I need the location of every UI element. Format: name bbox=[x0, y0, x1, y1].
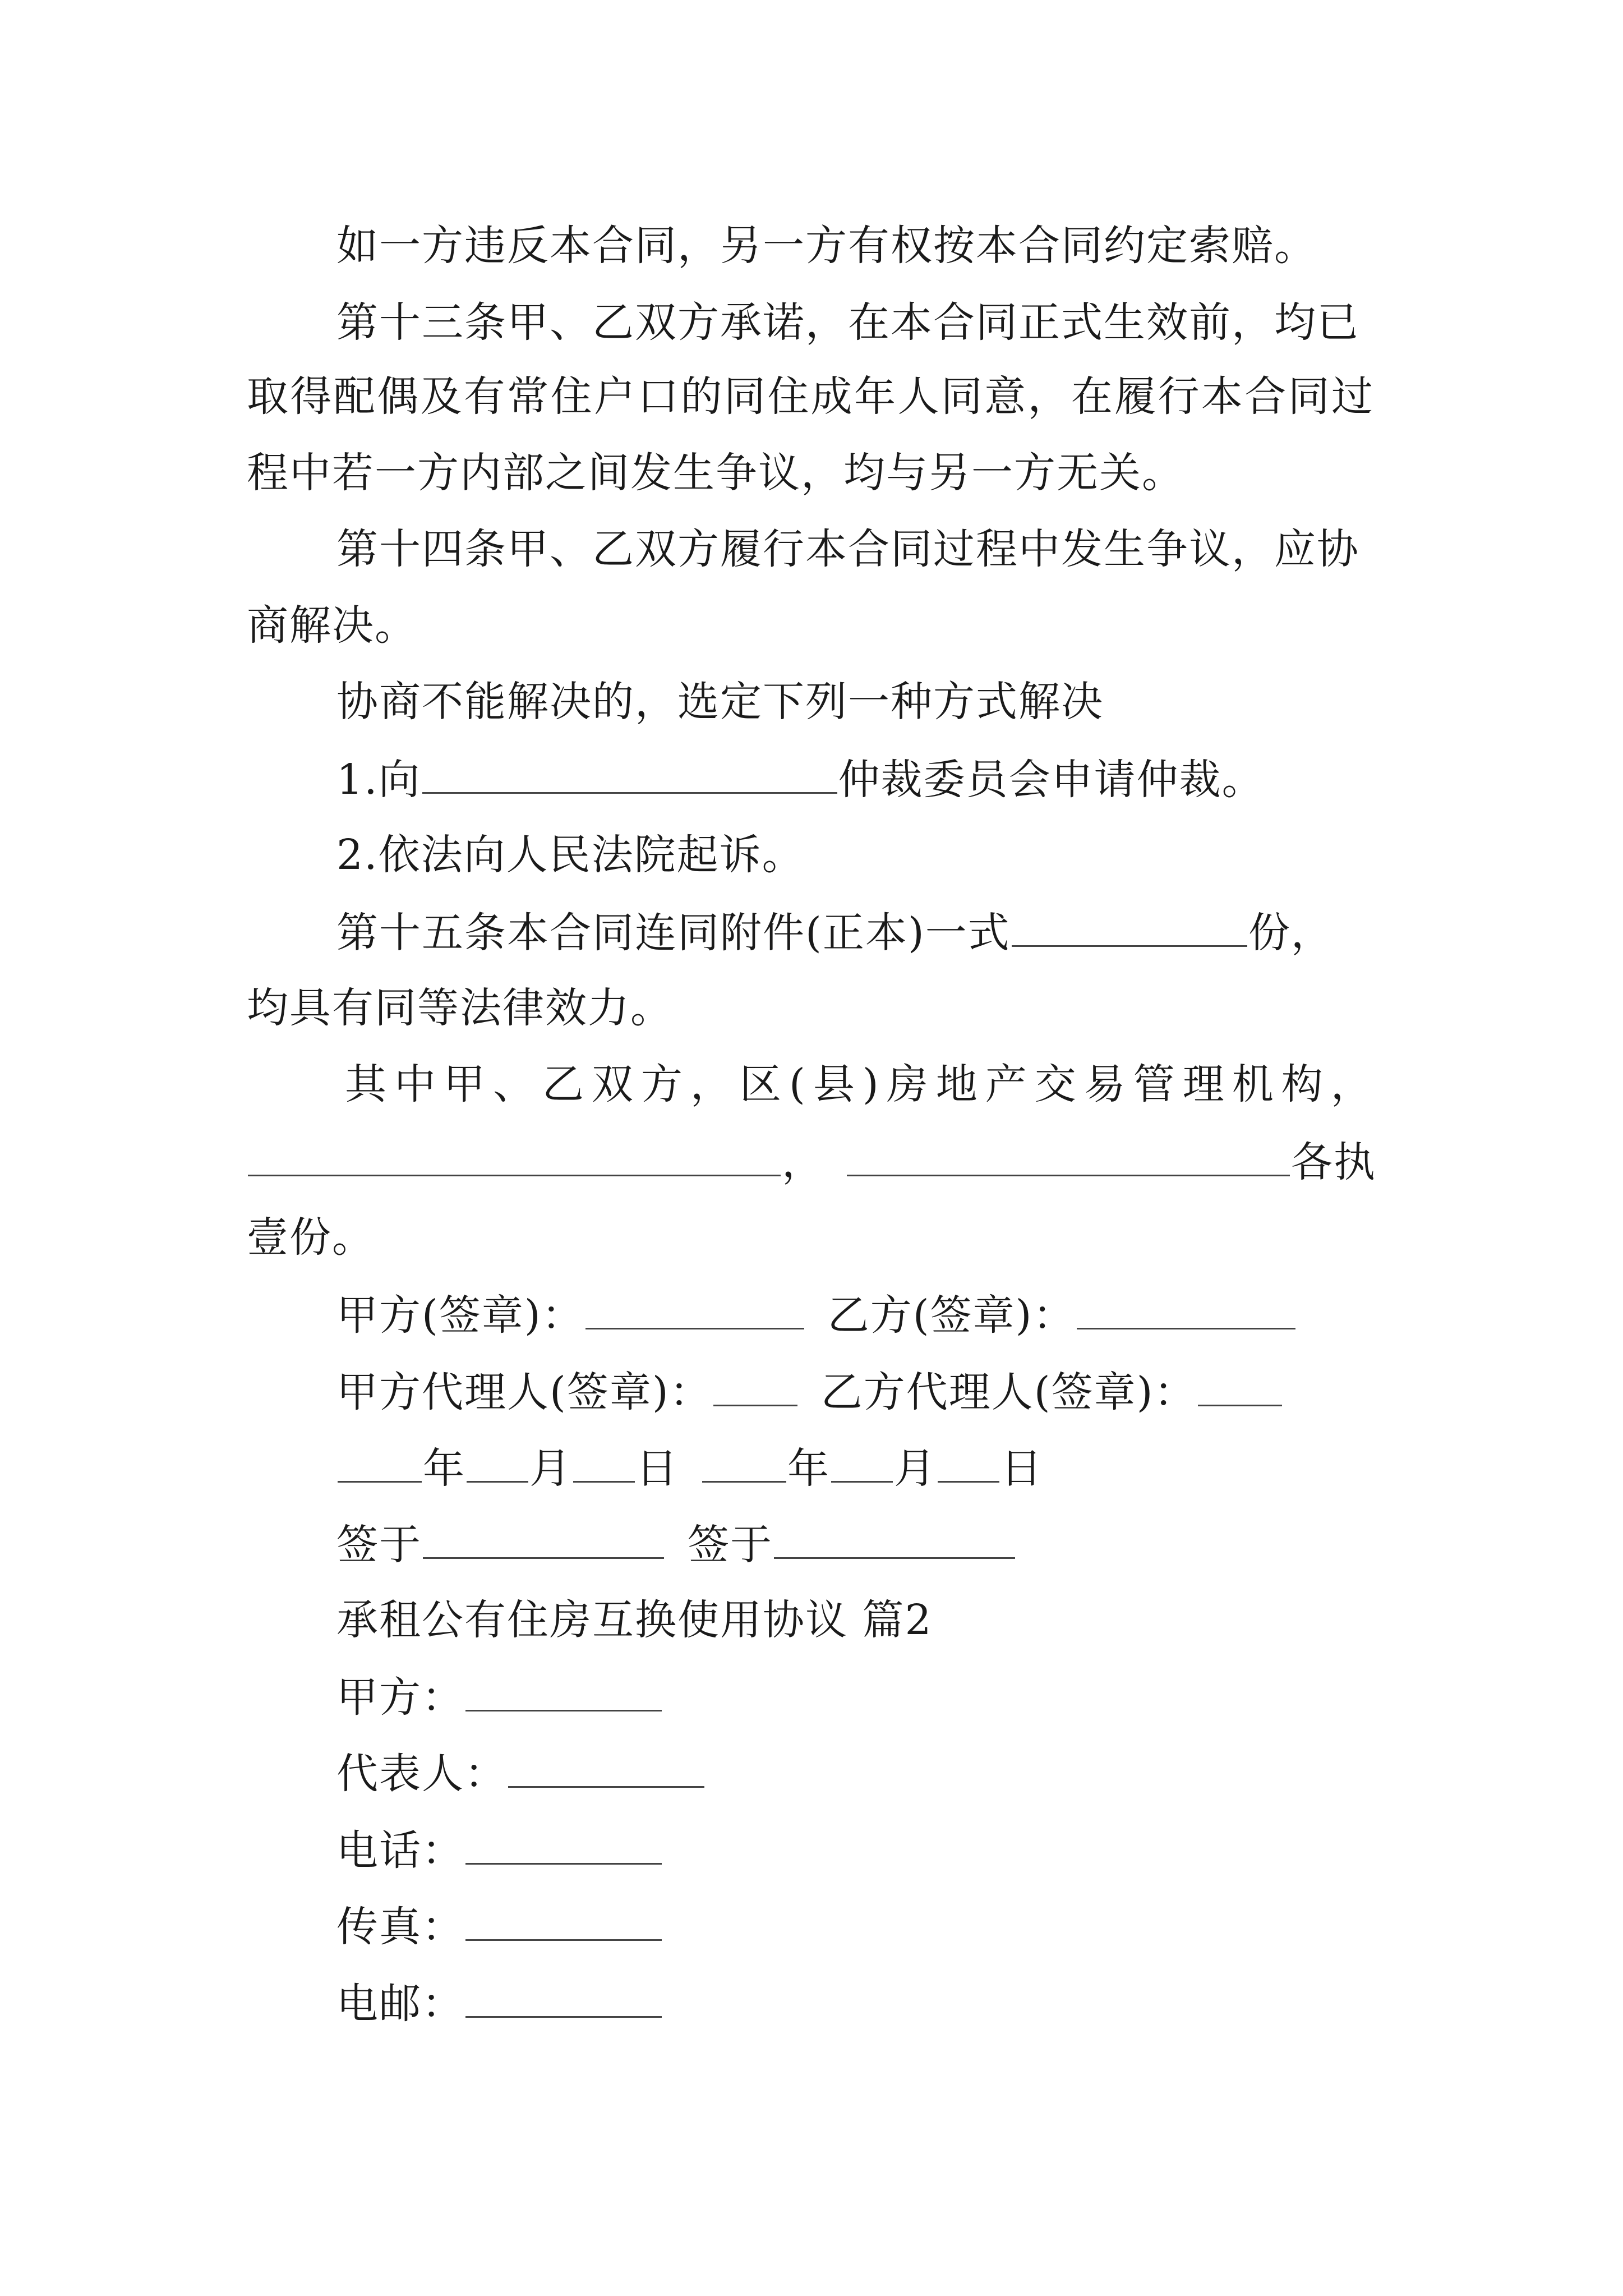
text-line-7: 协商不能解决的，选定下列一种方式解决 bbox=[336, 678, 1104, 726]
copies-line bbox=[336, 904, 1334, 960]
signature-line bbox=[336, 1286, 1297, 1342]
phone-label: 电话： bbox=[336, 1826, 464, 1875]
copies-count-blank[interactable] bbox=[1012, 904, 1247, 947]
party-b-month-blank[interactable] bbox=[831, 1439, 893, 1483]
email-blank[interactable] bbox=[465, 1975, 662, 2018]
copies-prefix: 第十五条本合同连同附件(正本)一式 bbox=[336, 909, 1011, 957]
text-line-11: 均具有同等法律效力。 bbox=[247, 984, 673, 1032]
month-label-2: 月 bbox=[894, 1444, 937, 1493]
party-b-year-blank[interactable] bbox=[702, 1439, 786, 1483]
party-b-day-blank[interactable] bbox=[938, 1439, 999, 1483]
text-line-5: 第十四条甲、乙双方履行本合同过程中发生争议，应协 bbox=[336, 525, 1359, 573]
party-b-signature-blank[interactable] bbox=[1077, 1286, 1295, 1329]
party-a-day-blank[interactable] bbox=[573, 1439, 635, 1483]
arbitration-prefix: 1.向 bbox=[336, 756, 421, 804]
holder-blank-1[interactable] bbox=[248, 1133, 781, 1176]
fax-label: 传真： bbox=[336, 1903, 464, 1951]
representative-line bbox=[336, 1745, 706, 1801]
party-a-signed-at-blank[interactable] bbox=[423, 1516, 664, 1559]
party-a-signed-at-label: 签于 bbox=[336, 1521, 422, 1569]
arbitration-line bbox=[336, 751, 1265, 807]
year-label-2: 年 bbox=[787, 1444, 830, 1493]
holders-line bbox=[247, 1133, 1376, 1189]
email-line bbox=[336, 1975, 663, 2031]
party-a-year-blank[interactable] bbox=[338, 1439, 422, 1483]
party-a-blank[interactable] bbox=[465, 1668, 662, 1711]
party-a-signature-label: 甲方(签章)： bbox=[336, 1291, 584, 1340]
text-line-4: 程中若一方内部之间发生争议，均与另一方无关。 bbox=[247, 449, 1184, 497]
email-label: 电邮： bbox=[336, 1980, 464, 2028]
fax-line bbox=[336, 1898, 663, 1954]
day-label-2: 日 bbox=[1000, 1444, 1043, 1493]
party-a-line bbox=[336, 1668, 663, 1724]
holders-comma: ， bbox=[782, 1138, 824, 1186]
text-line-1: 如一方违反本合同，另一方有权按本合同约定索赔。 bbox=[336, 222, 1317, 270]
representative-blank[interactable] bbox=[508, 1745, 704, 1788]
date-line bbox=[336, 1439, 1043, 1496]
text-line-3: 取得配偶及有常住户口的同住成年人同意，在履行本合同过 bbox=[247, 372, 1374, 421]
year-label-1: 年 bbox=[423, 1444, 465, 1493]
party-b-signature-label: 乙方(签章)： bbox=[827, 1291, 1076, 1340]
party-a-label: 甲方： bbox=[336, 1673, 464, 1722]
party-b-signed-at-label: 签于 bbox=[688, 1521, 773, 1569]
text-line-2: 第十三条甲、乙双方承诺，在本合同正式生效前，均已 bbox=[336, 298, 1359, 347]
month-label-1: 月 bbox=[529, 1444, 572, 1493]
party-b-signed-at-blank[interactable] bbox=[774, 1516, 1015, 1559]
party-a-signature-blank[interactable] bbox=[585, 1286, 804, 1329]
party-a-agent-label: 甲方代理人(签章)： bbox=[336, 1368, 712, 1416]
party-a-agent-blank[interactable] bbox=[713, 1363, 797, 1406]
party-a-month-blank[interactable] bbox=[467, 1439, 528, 1483]
holder-blank-2[interactable] bbox=[847, 1133, 1290, 1176]
party-b-agent-blank[interactable] bbox=[1198, 1363, 1282, 1406]
section-title: 承租公有住房互换使用协议 篇2 bbox=[336, 1596, 933, 1644]
fax-blank[interactable] bbox=[465, 1898, 662, 1941]
arbitration-committee-blank[interactable] bbox=[422, 751, 837, 794]
phone-blank[interactable] bbox=[465, 1821, 662, 1865]
holders-suffix: 各执 bbox=[1291, 1138, 1376, 1186]
arbitration-suffix: 仲裁委员会申请仲裁。 bbox=[838, 756, 1265, 804]
party-b-agent-label: 乙方代理人(签章)： bbox=[820, 1368, 1197, 1416]
signed-at-line bbox=[336, 1516, 1016, 1572]
day-label-1: 日 bbox=[636, 1444, 679, 1493]
representative-label: 代表人： bbox=[336, 1750, 507, 1798]
text-line-9: 2.依法向人民法院起诉。 bbox=[336, 831, 805, 879]
copies-suffix: 份， bbox=[1248, 909, 1334, 957]
phone-line bbox=[336, 1821, 663, 1878]
text-line-14: 壹份。 bbox=[247, 1213, 375, 1262]
agent-signature-line bbox=[336, 1363, 1283, 1419]
text-line-6: 商解决。 bbox=[247, 601, 417, 650]
text-line-12: 其中甲、乙双方，区(县)房地产交易管理机构， bbox=[345, 1060, 1380, 1108]
